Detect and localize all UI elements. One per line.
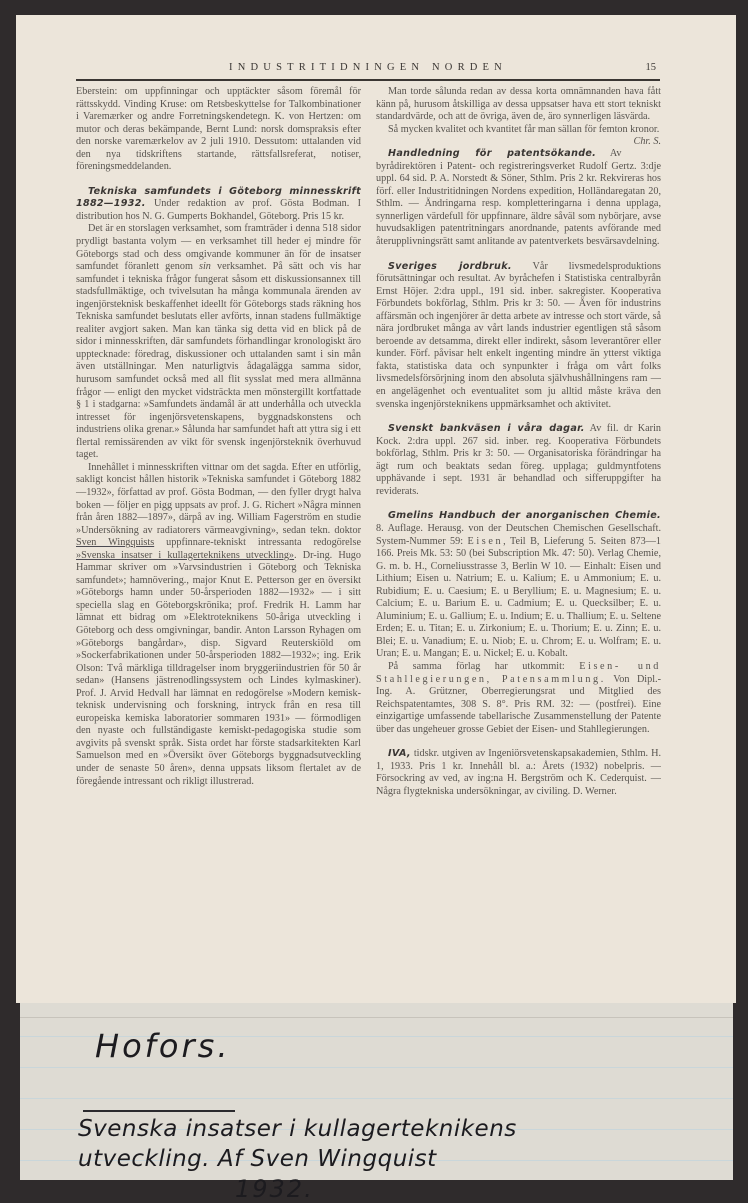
review-entry bbox=[376, 510, 661, 661]
review-title: Gmelins Handbuch der anorganischen Chemie. bbox=[388, 510, 661, 522]
handwritten-underline bbox=[83, 1110, 235, 1112]
paragraph bbox=[76, 223, 361, 461]
handwritten-index-card bbox=[20, 1003, 733, 1203]
review-title: Tekniska samfundets i Göteborg minnesskrift 1882—1932. bbox=[76, 185, 361, 210]
paragraph: Man torde sålunda redan av dessa korta omnämnanden hava fått känn på, hurusom åtskilliga av dessa uppsatser hava ett stort tekniskt standardvärde, och att de övriga, även de, äro synnerligen läsvärda. bbox=[376, 86, 661, 123]
paragraph bbox=[76, 462, 361, 788]
signature: Chr. S. bbox=[633, 136, 661, 148]
review-text: Vår livsmedelsproduktions förutsättningar och resultat. Av byråchefen i Statistiska centralbyrån Ernst Höjer. 2:dra uppl., 191 sid. inber. sakregister. Kooperativa Förbundets bokförlag, Sthlm. Pris kr 3: 50. — Även för industrins affärsmän och ingenjörer är detta arbete av intresse och stort värde, så nära jordbruket många av vårt lands industrier egentligen stå såsom beroende av detsamma, direkt eller indirekt, såsom leverantörer eller kunder. Förf. påvisar helt enkelt ingenting mindre än ytterst viktiga fakta, statistiska data och synpunkter i fråga om vårt folks livsmedelsförsörjning inom den absoluta självhushållningens ram — en angelägenhet och eventualitet som ju alltid måste kräva den svenska ingenjörsteknikens uppmärksamhet och aktivitet. bbox=[376, 260, 661, 410]
underlined-text: Sven Wingquists bbox=[76, 537, 155, 549]
review-text: 8. Auflage. Herausg. von der Deutschen Chemischen Gesellschaft. System-Nummer 59: bbox=[376, 522, 661, 547]
review-entry bbox=[376, 148, 661, 248]
spaced-text: Eisen bbox=[467, 535, 504, 547]
left-column bbox=[76, 86, 361, 788]
text-run: uppfinnare-tekniskt intressanta redogörelse bbox=[154, 537, 361, 549]
italic-text: sin bbox=[199, 261, 211, 273]
handwritten-line: utveckling. Af Sven Wingquist bbox=[78, 1146, 437, 1172]
handwritten-place: Hofors. bbox=[95, 1027, 231, 1065]
text-run: . Dr-ing. Hugo Hammar skriver om »Varvsindustrien i Göteborg och Tekniska samfundet»; hamnövering., major Knut E. Petterson ger en översikt »Göteborgs hamn under 50-årsperioden 1882—1932» — i sitt speciella slag en Göteborgskrönika; prof. Fredrik H. Lamm har lämnat ett bidrag om »Elektroteknikens 50-åriga utveckling i Göteborg och dess omgivningar, bandir. Anton Larsson Ryhagen om »Göteborgs bangårdar», disp. Sigvard Reuterskiöld om »Sockerfabrikationen under 50-årsperioden 1882—1932»; ing. Erik Olson: Två märkliga tilldragelser inom bryggeriindustrien för 50 år sedan» (Hansens jästrenodlingssystem och Lindes kylmaskiner). Prof. J. Arvid Hedvall har lämnat en redogörelse »Modern kemisk-teknisk undervisning och forskning, intryck från en resa till europeiska kemiska laboratorier sommaren 1931» — förmodligen den nyaste och fullständigaste kemiskt-pedagogiska studie som avgivits på svenskt språk. Sista ordet har förste stadsarkitekten Karl Samuelson med en »Översikt över Göteborgs byggnadsutveckling under de senaste 50 åren», denna uppsats liksom flertalet av de föregående intressant och rikligt illustrerad. bbox=[76, 549, 361, 787]
journal-page bbox=[16, 15, 736, 1003]
header-rule bbox=[76, 79, 660, 81]
text-run: Innehållet i minnesskriften vittnar om det sagda. Efter en utförlig, sakligt koncist hållen historik »Tekniska samfundet i Göteborg 1882—1932», författad av prof. Gösta Bodman, — den fyller drygt halva boken — följer en pigg uppsats av prof. J. G. Richert »Några minnen från åren 1882—1897», därpå av ing. William Fagerström en studie »Undersökning av radiatorers värmeavgivning», sedan tekn. doktor bbox=[76, 461, 361, 536]
card-ruled-line bbox=[20, 1017, 733, 1018]
review-intro: Under redaktion av prof. Gösta Bodman. I distribution hos N. G. Gumperts Bokhandel, Göteborg. Pris 15 kr. bbox=[76, 198, 361, 222]
running-head bbox=[76, 62, 660, 80]
paragraph bbox=[376, 123, 661, 148]
review-title: Handledning för patentsökande. bbox=[388, 148, 597, 160]
paragraph: Eberstein: om uppfinningar och upptäckter såsom föremål för rättsskydd. Vinding Kruse: om Retsbeskyttelse for Talkombinationer i Varemærker og andre Forretningskendetegn. K. von Hertzen: om mutor och deras bekämpande, Bernt Lund: norsk domspraksis efter den norske varemærkelov av 2 juli 1910. Dessutom: uttalanden vid den nya tidskriftens startande, rättsfallsreferat, notiser, föreningsmeddelanden. bbox=[76, 86, 361, 173]
paragraph bbox=[376, 661, 661, 736]
review-title: Svenskt bankväsen i våra dagar. bbox=[388, 423, 585, 435]
page-number: 15 bbox=[645, 62, 656, 73]
review-text: Av byrådirektören i Patent- och registreringsverket Rudolf Gertz. 3:dje uppl. 64 sid. P. A. Norstedt & Söner, Sthlm. Pris 2 kr. Rekvireras hos förf. eller Industritidningen Nordens expedition, Holländaregatan 20, Sthlm. — Ändringarna resp. kompletteringarna i denna upplaga, synnerligen värdefull för uppfinnare, äldre såväl som nybörjare, avse huvudsakligen patentritningars anordnande, patents avförande med återupplivningsrätt samt anlitande av patentverkets besvärsavdelning. bbox=[376, 148, 661, 248]
handwritten-year: 1932. bbox=[235, 1175, 314, 1203]
review-entry bbox=[376, 261, 661, 412]
text-run: Så mycken kvalitet och kvantitet får man sällan för femton kronor. bbox=[388, 123, 660, 135]
underlined-text: »Svenska insatser i kullagerteknikens utveckling» bbox=[76, 549, 295, 561]
review-entry bbox=[376, 423, 661, 498]
review-title: Sveriges jordbruk. bbox=[388, 260, 512, 272]
right-column bbox=[376, 86, 661, 798]
journal-title: INDUSTRITIDNINGEN NORDEN bbox=[229, 62, 507, 73]
handwritten-line: Svenska insatser i kullagerteknikens bbox=[78, 1116, 517, 1142]
review-entry bbox=[76, 186, 361, 224]
spaced-text: Eisen- und Stahllegierungen, Patensammlung. bbox=[376, 660, 662, 685]
text-run: Von Dipl.-Ing. A. Grützner, Oberregierungsrat und Mitglied des Reichspatentamtes, 308 S. 8°. Pris RM. 32: — (postfrei). Eine einzigartige umfassende tabellarische Zusammenstellung der Patente über das ungeheuer grosse Gebiet der Eisen- und Stahllegierungen. bbox=[376, 673, 661, 735]
review-text: tidskr. utgiven av Ingeniörsvetenskapsakademien, Sthlm. H. 1, 1933. Pris 1 kr. Innehåll bl. a.: Årets (1932) nobelpris. — Försockring av ved, av ing:na H. Bergström och K. Cederquist. — Några flygtekniska undersökningar, av civiling. D. Werner. bbox=[376, 748, 661, 797]
review-title: IVA, bbox=[388, 748, 411, 760]
text-run: På samma förlag har utkommit: bbox=[388, 660, 580, 672]
review-text: , Teil B, Lieferung 5. Seiten 873—1 166. Preis Mk. 53: 50 (bei Subscription Mk. 47: 50). Verlag Chemie, G. m. b. H., Corneliusstrasse 3, Berlin W 10. — Einhalt: Eisen und Lithium; Eisen u. Natrium; E. u. Kalium; E. u Ammonium; E. u. Rubidium; E. u. Caesium; E. u Beryllium; E. u. Magnesium; E. u. Calcium; E. u. Barium E. u. Cadmium; E. u. Quecksilber; E. u. Aluminium; E. u. Gallium; E. u. Indium; E. u. Thallium; E. u. Seltene Erden; E. u. Titan; E. u. Zirkonium; E. u. Thorium; E. u. Zinn; E. u. Blei; E. u. Vanadium; E. u. Niob; E. u. Chrom; E. u. Wolfram; E. u. Uran; E. u. Mangan; E. u. Nickel; E. u. Kobalt. bbox=[376, 535, 661, 660]
review-entry bbox=[376, 748, 661, 798]
review-text: Av fil. dr Karin Kock. 2:dra uppl. 267 sid. inber. reg. Kooperativa Förbundets bokförlag, Sthlm. Pris kr 3: 50. — Organisatoriska förändringar ha ägt rum och beaktats sedan föreg. upplaga; guldmyntfotens upphävande i sept. 1931 är behandlad och sifferuppgifter ha reviderats. bbox=[376, 423, 661, 497]
text-run: verksamhet. På sätt och vis har samfundet i tekniska frågor fungerat såsom ett diskussionsannex till stadsfullmäktige, och tvivelsutan ha många kommunala ärenden av ingenjörsteknisk beskaffenhet ideellt för Göteborgs stads räkning hos Tekniska samfundet beslutats eller avförts, innan stadens fullmäktige realiter avgjort saken. Man kan tänka sig detta vid en blick på de sidor i minnesskriften, där samfundets förhandlingar kronologiskt äro upptecknade: föredrag, diskussioner och uttalanden samt i sin mån även utställningar. Men naturligtvis ådagalägga samma sidor, hurusom samfundet också med all flit sysslat med mera allmänna frågor — enligt den mycket vidsträckta men mönstergillt kortfattade § 1 i stadgarna: »Samfundets ändamål är att underhålla och utveckla intresset för ingenjörsvetenskapens, byggnadskonstens och industriens olika grenar.» Sålunda har samfundet haft att yttra sig i ett flertal remissärenden av vikt för svensk ingenjörsteknik överhuvud taget. bbox=[76, 261, 361, 461]
text-run: Det är en storslagen verksamhet, som framträder i denna 518 sidor prydligt bastanta volym — en verksamhet till heder ej mindre för Göteborgs stad och dess omgivande kommuner än för de insatser samfundet föranlett genom bbox=[76, 223, 361, 273]
